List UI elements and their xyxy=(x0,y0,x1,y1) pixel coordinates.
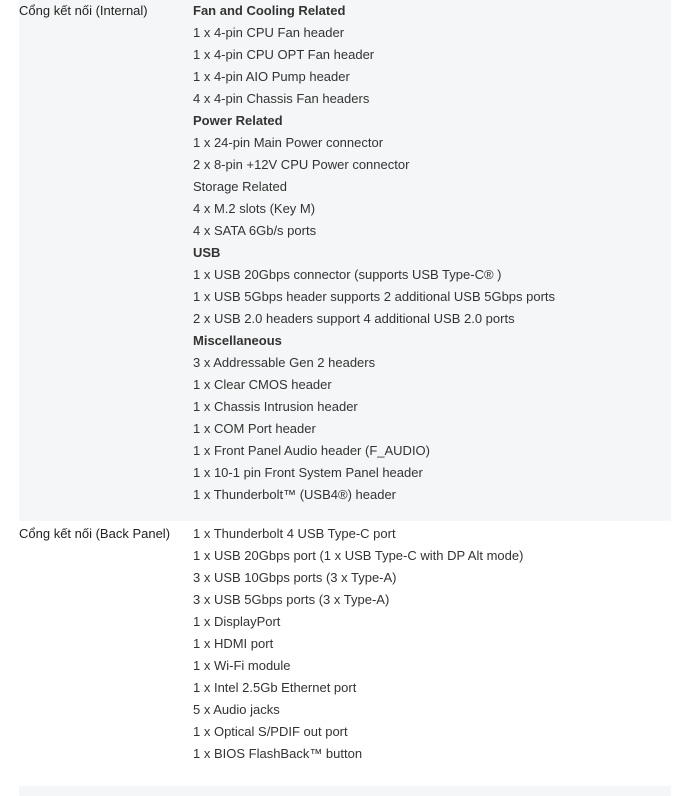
spec-item: 5 x Audio jacks xyxy=(193,702,280,717)
spec-values xyxy=(193,0,671,506)
spec-item: 4 x M.2 slots (Key M) xyxy=(193,201,316,216)
spec-label: Cổng kết nối (Internal) xyxy=(19,3,148,18)
spec-item: 1 x Chassis Intrusion header xyxy=(193,399,358,414)
spec-table xyxy=(19,0,671,796)
spec-item: 1 x Wi-Fi module xyxy=(193,658,291,673)
spec-item: 1 x Clear CMOS header xyxy=(193,377,332,392)
spec-item: 1 x USB 20Gbps port (1 x USB Type-C with DP Alt mode) xyxy=(193,548,524,563)
spec-item: 1 x Thunderbolt™ (USB4®) header xyxy=(193,487,396,502)
spec-row-next xyxy=(19,786,671,796)
spec-item: 2 x USB 2.0 headers support 4 additional USB 2.0 ports xyxy=(193,311,515,326)
spec-item: 1 x 24-pin Main Power connector xyxy=(193,135,384,150)
spec-item: 1 x Optical S/PDIF out port xyxy=(193,724,348,739)
spec-item: 1 x 4-pin AIO Pump header xyxy=(193,69,350,84)
spec-item: 3 x USB 5Gbps ports (3 x Type-A) xyxy=(193,592,390,607)
spec-item: 3 x USB 10Gbps ports (3 x Type-A) xyxy=(193,570,397,585)
spec-item: Storage Related xyxy=(193,179,287,194)
spec-item: 1 x DisplayPort xyxy=(193,614,281,629)
spec-item: 1 x BIOS FlashBack™ button xyxy=(193,746,363,761)
spec-row-back-panel xyxy=(19,521,671,786)
spec-item: 1 x HDMI port xyxy=(193,636,274,651)
spec-group-heading: USB xyxy=(193,245,221,260)
spec-item: 1 x Front Panel Audio header (F_AUDIO) xyxy=(193,443,431,458)
spec-item: 1 x 4-pin CPU Fan header xyxy=(193,25,345,40)
spec-row-internal-connectors xyxy=(19,0,671,521)
spec-values xyxy=(193,521,671,765)
spec-item: 3 x Addressable Gen 2 headers xyxy=(193,355,376,370)
spec-group-heading: Power Related xyxy=(193,113,283,128)
spec-item: 1 x COM Port header xyxy=(193,421,316,436)
spec-item: 1 x Intel 2.5Gb Ethernet port xyxy=(193,680,357,695)
spec-group-heading: Miscellaneous xyxy=(193,333,282,348)
spec-item: 2 x 8-pin +12V CPU Power connector xyxy=(193,157,410,172)
spec-item: 1 x Thunderbolt 4 USB Type-C port xyxy=(193,526,396,541)
spec-item: 1 x USB 5Gbps header supports 2 additional USB 5Gbps ports xyxy=(193,289,556,304)
spec-item: 1 x USB 20Gbps connector (supports USB Type-C® ) xyxy=(193,267,502,282)
spec-item: 4 x SATA 6Gb/s ports xyxy=(193,223,317,238)
spec-group-heading: Fan and Cooling Related xyxy=(193,3,346,18)
spec-item: 4 x 4-pin Chassis Fan headers xyxy=(193,91,370,106)
spec-label: Cổng kết nối (Back Panel) xyxy=(19,526,171,541)
spec-item: 1 x 10-1 pin Front System Panel header xyxy=(193,465,423,480)
spec-item: 1 x 4-pin CPU OPT Fan header xyxy=(193,47,375,62)
